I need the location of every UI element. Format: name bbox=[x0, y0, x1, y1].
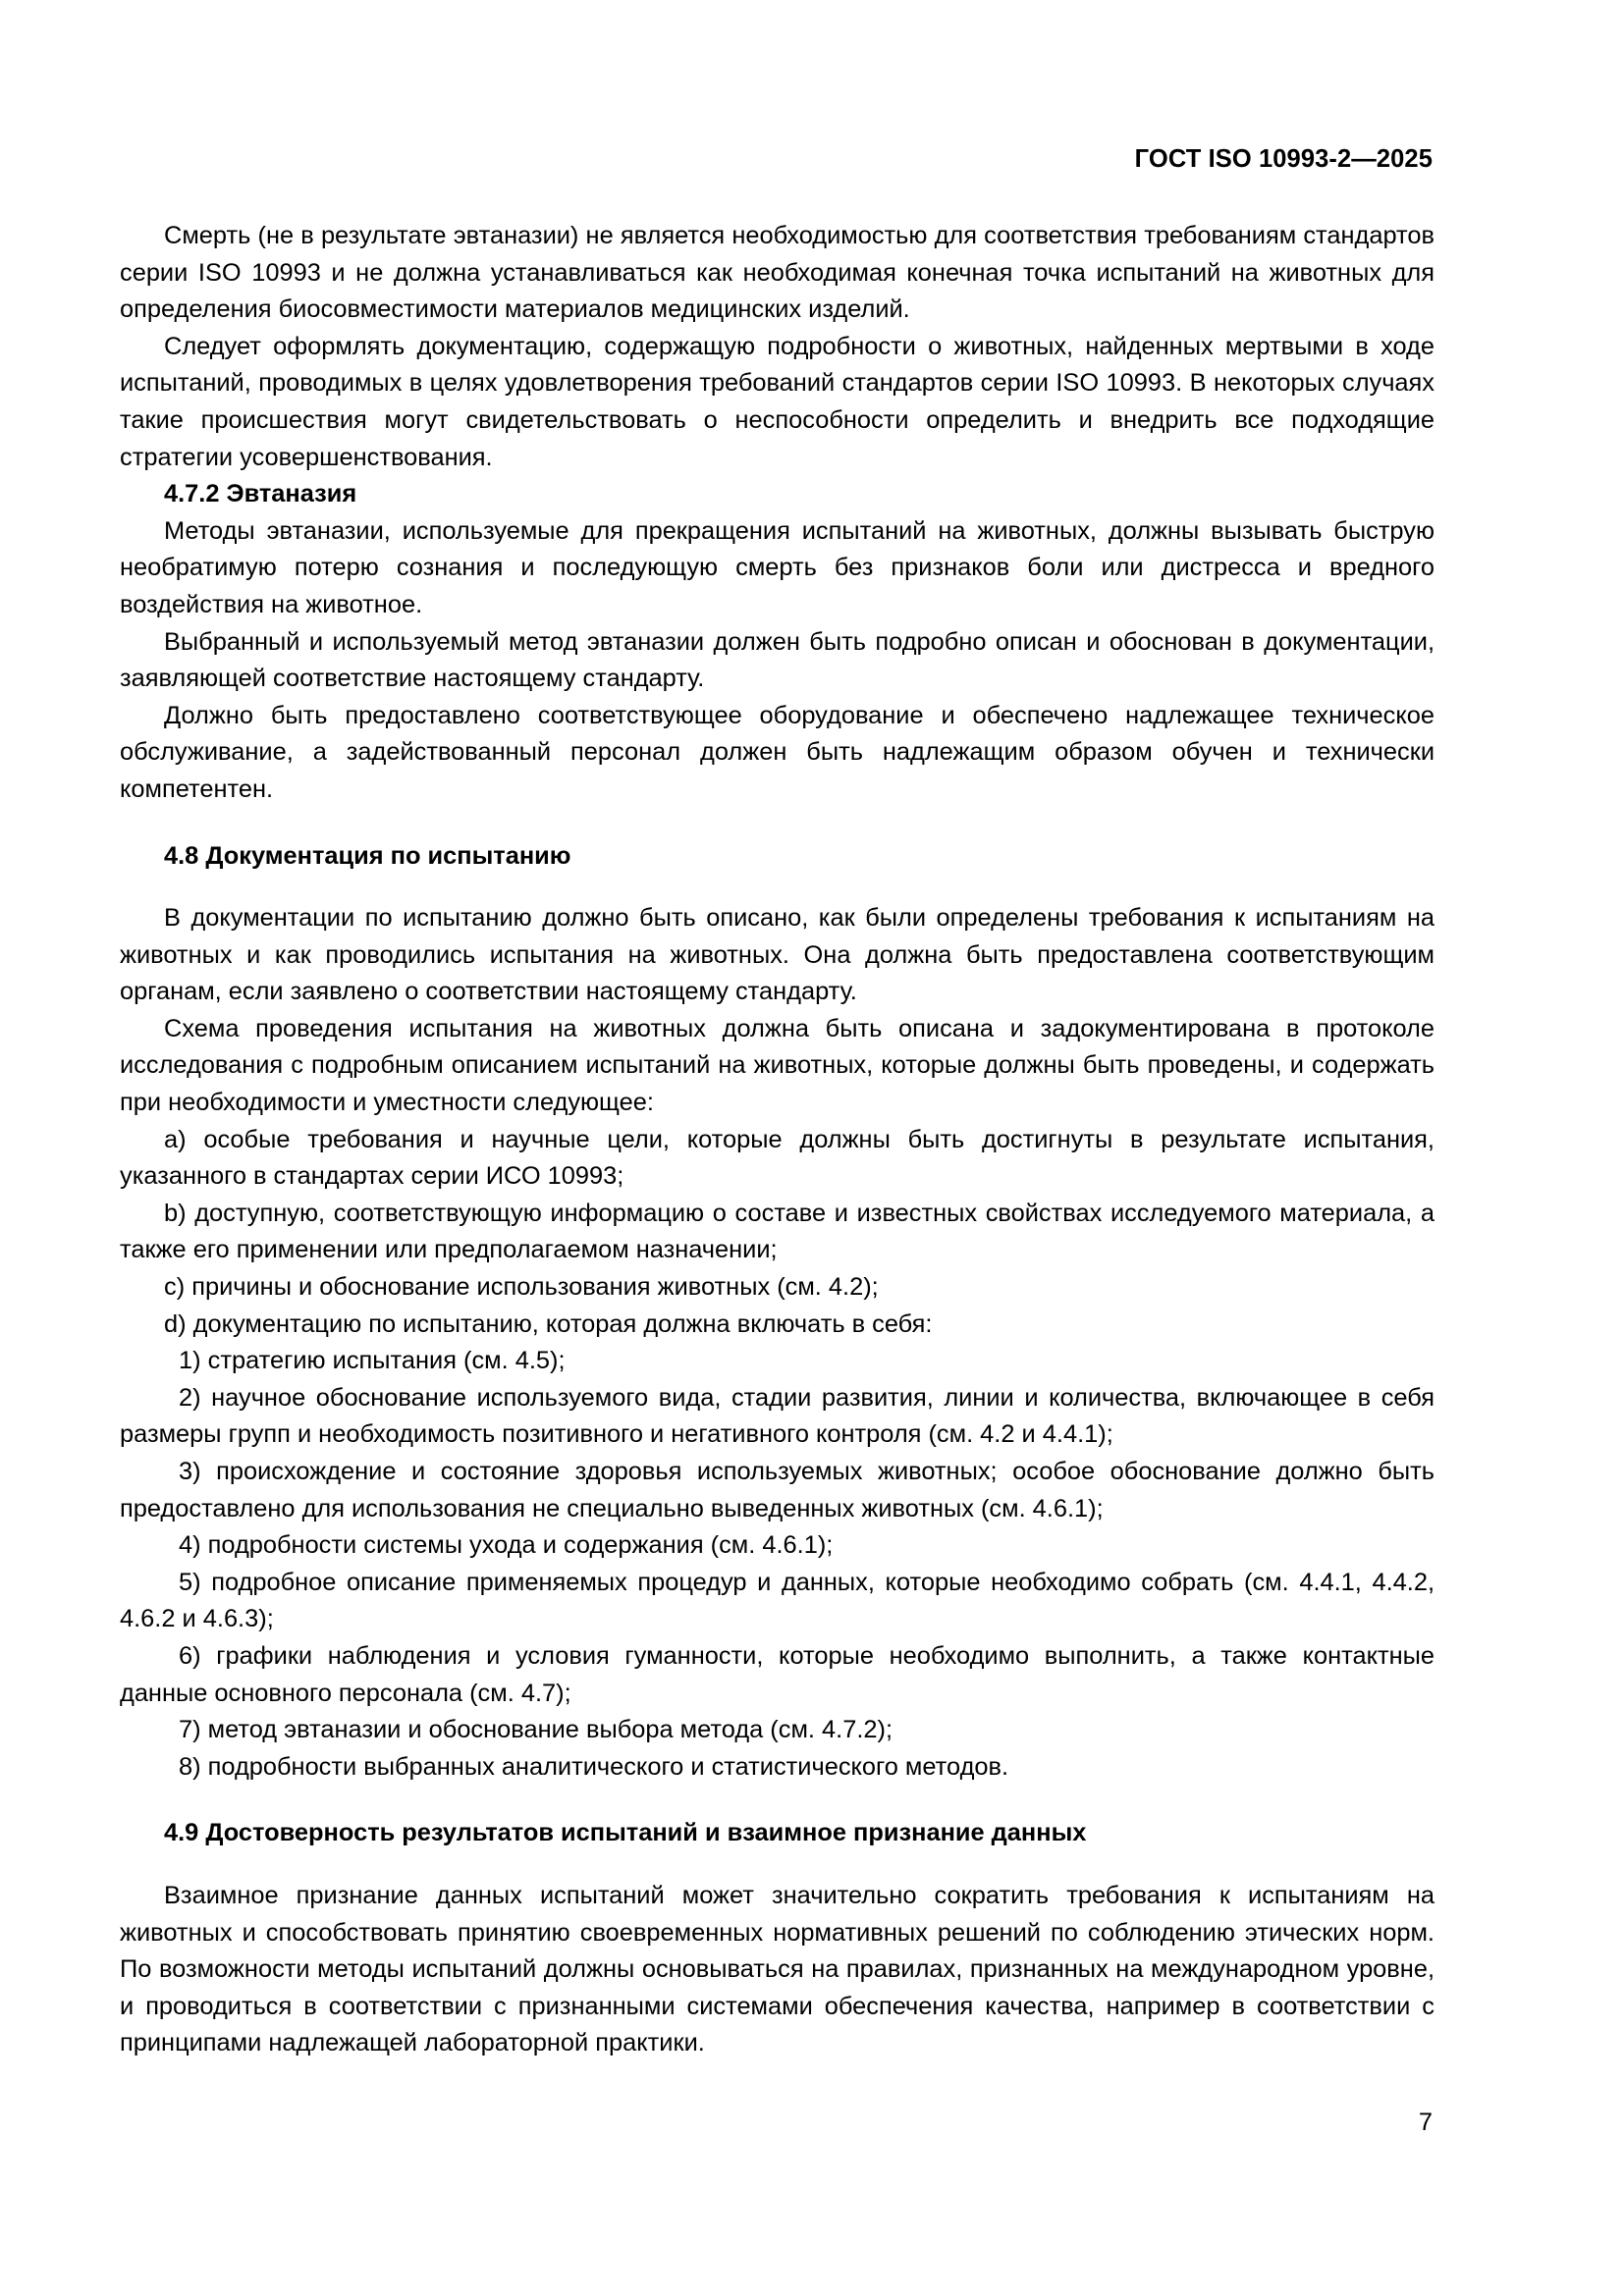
paragraph-test-scheme: Схема проведения испытания на животных должна быть описана и задокументирована в протоколе исследования с подробным описанием испытаний на животных, которые должны быть проведены, и содержать при необходимости и уместности следующее: bbox=[120, 1014, 1435, 1117]
paragraph-documentation-description: В документации по испытанию должно быть описано, как были определены требования к испытаниям на животных и как проводились испытания на животных. Она должна быть предоставлена соответствующим органам, если заявлено о соответствии настоящему стандарту. bbox=[120, 904, 1435, 1006]
list-item-b: b) доступную, соответствующую информацию о составе и известных свойствах исследуемого материала, а также его применении или предполагаемом назначении; bbox=[120, 1199, 1435, 1264]
page-number: 7 bbox=[1418, 2108, 1433, 2136]
list-item-d: d) документацию по испытанию, которая должна включать в себя: bbox=[164, 1309, 933, 1338]
list-item-d-7: 7) метод эвтаназии и обоснование выбора метода (см. 4.7.2); bbox=[179, 1716, 893, 1744]
heading-4-9-data-reliability: 4.9 Достоверность результатов испытаний и взаимное признание данных bbox=[164, 1819, 1087, 1847]
heading-4-8-test-documentation: 4.8 Документация по испытанию bbox=[164, 841, 571, 870]
paragraph-equipment-and-personnel: Должно быть предоставлено соответствующее оборудование и обеспечено надлежащее техническое обслуживание, а задействованный персонал должен быть надлежащим образом обучен и технически компетентен. bbox=[120, 701, 1435, 803]
list-item-c: c) причины и обоснование использования животных (см. 4.2); bbox=[164, 1273, 879, 1302]
page-header-standard-number: ГОСТ ISO 10993-2—2025 bbox=[1134, 145, 1433, 173]
paragraph-death-not-endpoint: Смерть (не в результате эвтаназии) не является необходимостью для соответствия требованиям стандартов серии ISO 10993 и не должна устанавливаться как необходимая конечная точка испытаний на животных для определения биосовместимости материалов медицинских изделий. bbox=[120, 222, 1435, 324]
paragraph-mutual-recognition: Взаимное признание данных испытаний может значительно сократить требования к испытаниям на животных и способствовать принятию своевременных нормативных решений по соблюдению этических норм. По возможности методы испытаний должны основываться на правилах, признанных на международном уровне, и проводиться в соответствии с признанными системами обеспечения качества, например в соответствии с принципами надлежащей лабораторной практики. bbox=[120, 1881, 1435, 2057]
list-item-d-4: 4) подробности системы ухода и содержания (см. 4.6.1); bbox=[179, 1531, 834, 1560]
list-item-d-3: 3) происхождение и состояние здоровья используемых животных; особое обоснование должно быть предоставлено для использования не специально выведенных животных (см. 4.6.1); bbox=[120, 1458, 1435, 1522]
list-item-d-5: 5) подробное описание применяемых процедур и данных, которые необходимо собрать (см. 4.4.1, 4.4.2, 4.6.2 и 4.6.3); bbox=[120, 1568, 1435, 1633]
list-item-a: a) особые требования и научные цели, которые должны быть достигнуты в результате испытания, указанного в стандартах серии ИСО 10993; bbox=[120, 1125, 1435, 1191]
heading-4-7-2-euthanasia: 4.7.2 Эвтаназия bbox=[164, 480, 357, 508]
paragraph-euthanasia-methods: Методы эвтаназии, используемые для прекращения испытаний на животных, должны вызывать быструю необратимую потерю сознания и последующую смерть без признаков боли или дистресса и вредного воздействия на животное. bbox=[120, 516, 1435, 618]
list-item-d-6: 6) графики наблюдения и условия гуманности, которые необходимо выполнить, а также контактные данные основного персонала (см. 4.7); bbox=[120, 1641, 1435, 1707]
list-item-d-1: 1) стратегию испытания (см. 4.5); bbox=[179, 1347, 566, 1375]
list-item-d-8: 8) подробности выбранных аналитического и статистического методов. bbox=[179, 1752, 1009, 1781]
list-item-d-2: 2) научное обоснование используемого вида, стадии развития, линии и количества, включающее в себя размеры групп и необходимость позитивного и негативного контроля (см. 4.2 и 4.4.1); bbox=[120, 1383, 1435, 1449]
page-body bbox=[120, 218, 1435, 2062]
paragraph-euthanasia-method-documented: Выбранный и используемый метод эвтаназии должен быть подробно описан и обоснован в документации, заявляющей соответствие настоящему стандарту. bbox=[120, 627, 1435, 693]
paragraph-documentation-dead-animals: Следует оформлять документацию, содержащую подробности о животных, найденных мертвыми в ходе испытаний, проводимых в целях удовлетворения требований стандартов серии ISO 10993. В некоторых случаях такие происшествия могут свидетельствовать о неспособности определить и внедрить все подходящие стратегии усовершенствования. bbox=[120, 332, 1435, 471]
